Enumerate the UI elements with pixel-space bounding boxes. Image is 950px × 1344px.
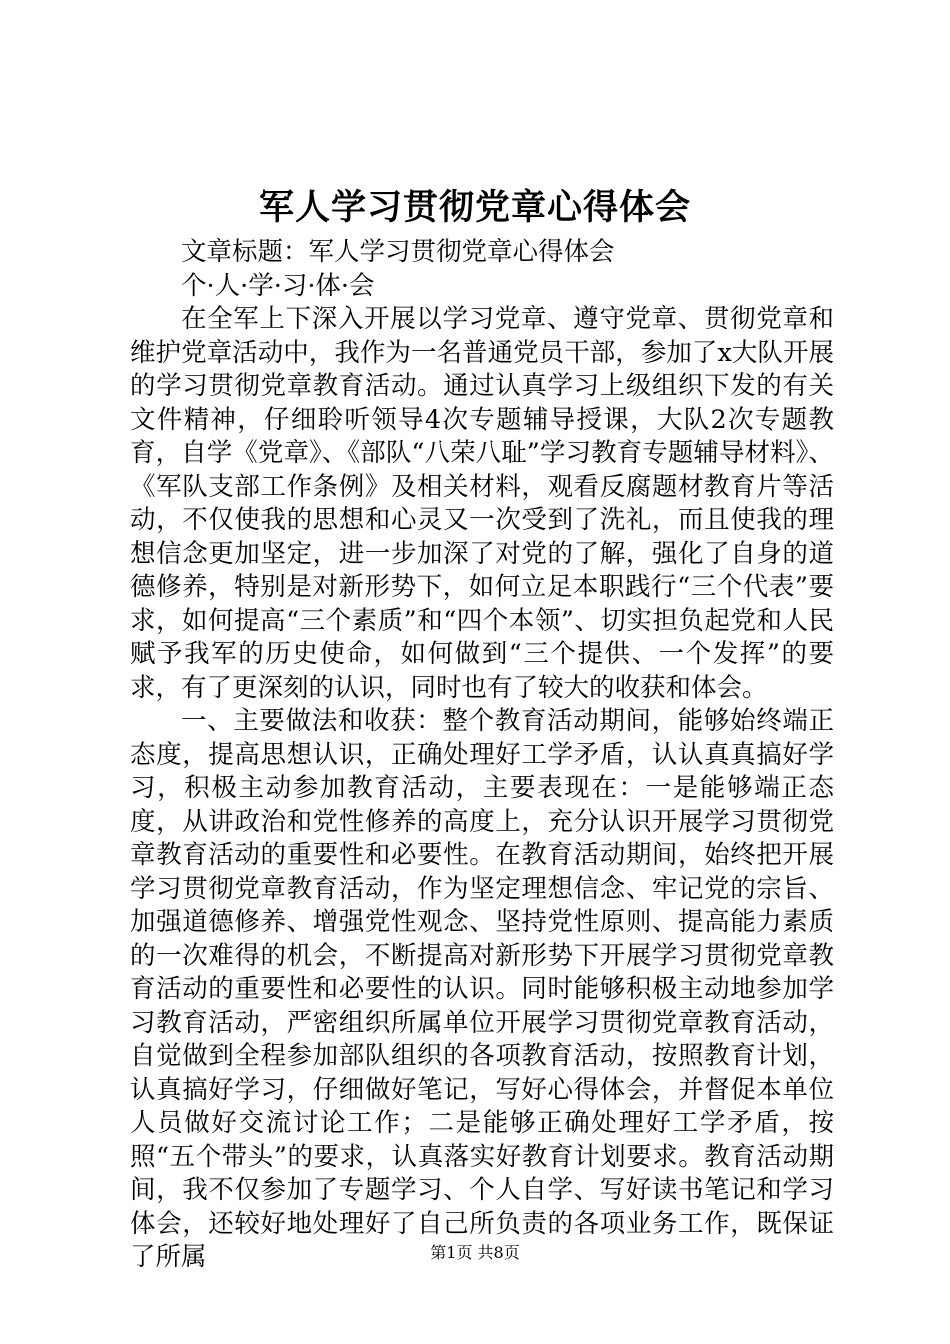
body-paragraph: 在全军上下深入开展以学习党章、遵守党章、贯彻党章和维护党章活动中，我作为一名普通党员干部，参加了x大队开展的学习贯彻党章教育活动。通过认真学习上级组织下发的有关文件精神，仔细聆听领导4次专题辅导授课，大队2次专题教育，自学《党章》、《部队“八荣八耻”学习教育专题辅导材料》、《军队支部工作条例》及相关材料，观看反腐题材教育片等活动，不仅使我的思想和心灵又一次受到了洗礼，而且使我的理想信念更加坚定，进一步加深了对党的了解，强化了自身的道德修养，特别是对新形势下，如何立足本职践行“三个代表”要求，如何提高“三个素质”和“四个本领”、切实担负起党和人民赋予我军的历史使命，如何做到“三个提供、一个发挥”的要求，有了更深刻的认识，同时也有了较大的收获和体会。	[130, 304, 834, 703]
document-body	[130, 236, 834, 1275]
subtitle-line: 个·人·学·习·体·会	[181, 270, 375, 301]
page-number-footer: 第1页 共8页	[430, 1243, 520, 1262]
document-title: 军人学习贯彻党章心得体会	[258, 187, 691, 228]
article-title-line: 文章标题：军人学习贯彻党章心得体会	[181, 237, 615, 267]
body-paragraph: 一、主要做法和收获：整个教育活动期间，能够始终端正态度，提高思想认识，正确处理好工学矛盾，认认真真搞好学习，积极主动参加教育活动，主要表现在：一是能够端正态度，从讲政治和党性修养的高度上，充分认识开展学习贯彻党章教育活动的重要性和必要性。在教育活动期间，始终把开展学习贯彻党章教育活动，作为坚定理想信念、牢记党的宗旨、加强道德修养、增强党性观念、坚持党性原则、提高能力素质的一次难得的机会，不断提高对新形势下开展学习贯彻党章教育活动的重要性和必要性的认识。同时能够积极主动地参加学习教育活动，严密组织所属单位开展学习贯彻党章教育活动，自觉做到全程参加部队组织的各项教育活动，按照教育计划，认真搞好学习，仔细做好笔记，写好心得体会，并督促本单位人员做好交流讨论工作；二是能够正确处理好工学矛盾，按照“五个带头”的要求，认真落实好教育计划要求。教育活动期间，我不仅参加了专题学习、个人自学、写好读书笔记和学习体会，还较好地处理好了自己所负责的各项业务工作，既保证了所属	[130, 706, 834, 1272]
